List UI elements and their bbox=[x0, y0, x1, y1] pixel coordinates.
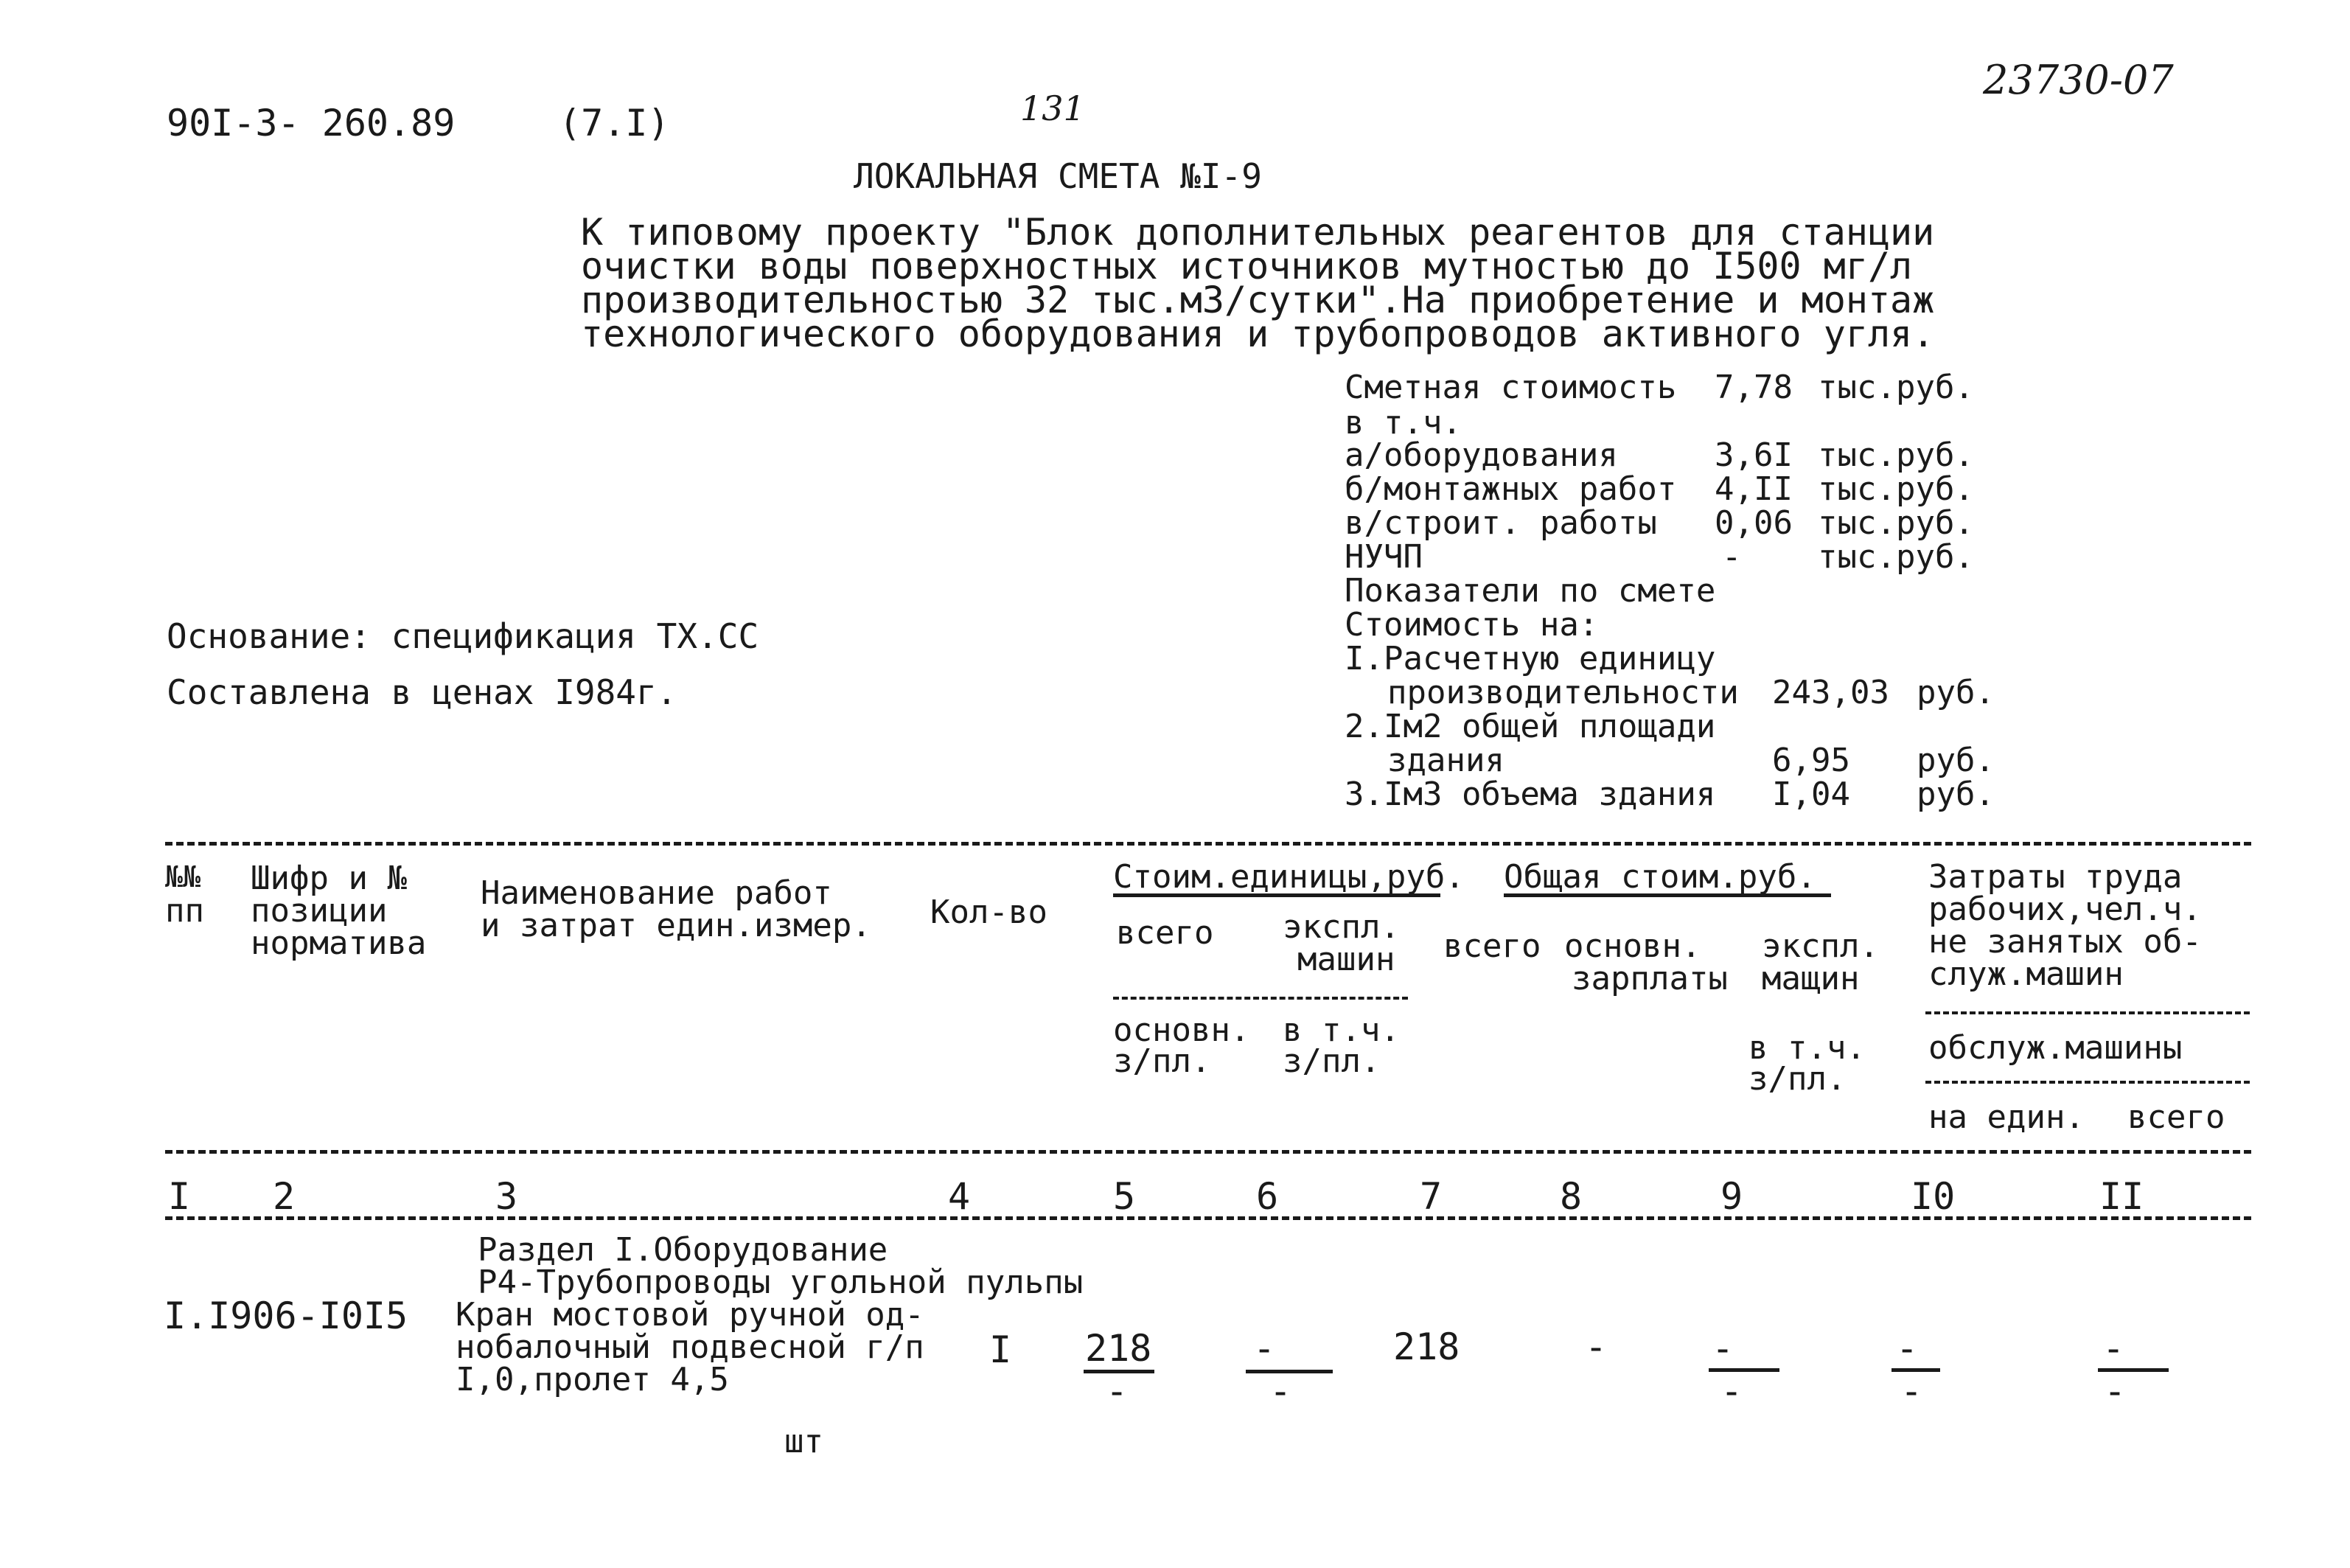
total-wages-header-line1: основн. bbox=[1564, 927, 1701, 965]
labor-header-line4: служ.машин bbox=[1928, 955, 2124, 993]
row-total-machines-rule bbox=[1709, 1368, 1779, 1372]
total-machines-header-line2: мащин bbox=[1762, 960, 1860, 997]
nuchp-label: НУЧП bbox=[1345, 538, 1423, 576]
unit-machines-header-line2: машин bbox=[1297, 941, 1395, 978]
installation-unit: тыс.руб. bbox=[1818, 470, 1974, 508]
document-code: 90I-3- 260.89 bbox=[167, 102, 456, 144]
price-basis-text: Составлена в ценах I984г. bbox=[167, 672, 677, 712]
description-line: К типовому проекту "Блок дополнительных реагентов для станции bbox=[581, 211, 1935, 254]
indicator-2-value: 6,95 bbox=[1772, 742, 1850, 779]
indicator-2-line1: 2.Iм2 общей площади bbox=[1345, 708, 1716, 745]
nuchp-unit: тыс.руб. bbox=[1818, 538, 1974, 576]
unit-machines-wages-header-line2: з/пл. bbox=[1283, 1042, 1381, 1080]
total-machines-wages-header-line2: з/пл. bbox=[1748, 1060, 1847, 1098]
col-4-header: Кол-во bbox=[930, 893, 1047, 931]
row-quantity: I bbox=[989, 1328, 1012, 1371]
total-wages-header-line2-text: зарплаты bbox=[1572, 960, 1728, 997]
row-unit: шт bbox=[784, 1423, 823, 1460]
row-name-line3: I,0,пролет 4,5 bbox=[456, 1361, 729, 1398]
row-unit-machines: - bbox=[1253, 1327, 1276, 1370]
col-1-header-line2: пп bbox=[165, 892, 204, 930]
indicator-3-unit: руб. bbox=[1917, 776, 1995, 813]
row-total: 218 bbox=[1393, 1325, 1460, 1368]
construction-label: в/строит. работы bbox=[1345, 504, 1657, 542]
column-number: 9 bbox=[1720, 1175, 1743, 1218]
labor-sub-rule-1 bbox=[1925, 1011, 2250, 1014]
column-number: I bbox=[168, 1175, 191, 1218]
row-labor-unit: - bbox=[1896, 1327, 1919, 1370]
row-unit-machines-wages: - bbox=[1269, 1370, 1292, 1412]
indicator-2-line2: здания bbox=[1387, 742, 1505, 779]
labor-service-header: обслуж.машины bbox=[1928, 1029, 2183, 1067]
labor-header-line2: рабочих,чел.ч. bbox=[1928, 891, 2202, 928]
indicator-1-value: 243,03 bbox=[1772, 674, 1889, 711]
section-title: Раздел I.Оборудование bbox=[478, 1231, 888, 1269]
column-number: 5 bbox=[1113, 1175, 1136, 1218]
construction-value: 0,06 bbox=[1715, 504, 1793, 542]
row-number-code: I.I906-I0I5 bbox=[164, 1295, 408, 1337]
col-3-header-line1: Наименование работ bbox=[481, 874, 832, 912]
total-machines-wages-header-line1: в т.ч. bbox=[1748, 1029, 1866, 1067]
labor-sub-rule-2 bbox=[1925, 1081, 2250, 1084]
table-header-bottom-rule bbox=[165, 1150, 2251, 1154]
total-cost-group-underline bbox=[1504, 893, 1831, 897]
row-total-machines-wages: - bbox=[1720, 1370, 1743, 1412]
total-total-header: всего bbox=[1443, 927, 1541, 965]
construction-unit: тыс.руб. bbox=[1818, 504, 1974, 542]
column-number: 4 bbox=[948, 1175, 971, 1218]
total-cost-group-header: Общая стоим.руб. bbox=[1504, 858, 1816, 896]
album-number: (7.I) bbox=[559, 102, 670, 144]
equipment-value: 3,6I bbox=[1715, 436, 1793, 474]
row-labor-unit-sub: - bbox=[1900, 1370, 1923, 1412]
installation-label: б/монтажных работ bbox=[1345, 470, 1677, 508]
col-3-header-line2: и затрат един.измер. bbox=[481, 907, 871, 944]
row-total-wages: - bbox=[1585, 1325, 1608, 1368]
estimated-cost-unit: тыс.руб. bbox=[1818, 369, 1974, 406]
col-2-header-line2: позиции bbox=[251, 892, 388, 930]
labor-header-line1: Затраты труда bbox=[1928, 858, 2183, 896]
labor-header-line3: не занятых об- bbox=[1928, 923, 2202, 961]
col-2-header-line3: норматива bbox=[251, 924, 427, 962]
column-number: 2 bbox=[273, 1175, 296, 1218]
row-labor-total: - bbox=[2102, 1327, 2125, 1370]
unit-cost-group-header: Стоим.единицы,руб. bbox=[1113, 858, 1465, 896]
basis-text: Основание: спецификация ТХ.СС bbox=[167, 616, 759, 656]
row-unit-wages: - bbox=[1106, 1370, 1129, 1412]
including-label: в т.ч. bbox=[1345, 404, 1462, 442]
unit-wages-header-line1: основн. bbox=[1113, 1011, 1250, 1049]
row-name-line1: Кран мостовой ручной од- bbox=[456, 1296, 924, 1334]
equipment-unit: тыс.руб. bbox=[1818, 436, 1974, 474]
labor-unit-header: на един. bbox=[1928, 1098, 2085, 1136]
column-number: 7 bbox=[1420, 1175, 1443, 1218]
indicator-1-line1: I.Расчетную единицу bbox=[1345, 640, 1716, 677]
col-2-header-line1: Шифр и № bbox=[251, 860, 407, 897]
unit-wages-header-line2: з/пл. bbox=[1113, 1042, 1211, 1080]
indicator-1-unit: руб. bbox=[1917, 674, 1995, 711]
col-1-header-line1: №№ bbox=[165, 860, 201, 894]
cost-on-label: Стоимость на: bbox=[1345, 606, 1599, 644]
column-number: I0 bbox=[1911, 1175, 1956, 1218]
column-number: 6 bbox=[1256, 1175, 1279, 1218]
column-number: 3 bbox=[495, 1175, 518, 1218]
estimated-cost-label: Сметная стоимость bbox=[1345, 369, 1677, 406]
archive-number: 23730-07 bbox=[1983, 57, 2174, 103]
table-top-rule bbox=[165, 842, 2251, 846]
description-line: технологического оборудования и трубопроводов активного угля. bbox=[581, 313, 1935, 355]
unit-total-header: всего bbox=[1116, 914, 1214, 952]
indicator-3-value: I,04 bbox=[1772, 776, 1850, 813]
indicator-3-line1: 3.Iм3 объема здания bbox=[1345, 776, 1716, 813]
indicator-2-unit: руб. bbox=[1917, 742, 1995, 779]
document-title: ЛОКАЛЬНАЯ СМЕТА №I-9 bbox=[854, 156, 1262, 196]
page-number: 131 bbox=[1020, 88, 1085, 128]
row-labor-total-sub: - bbox=[2104, 1370, 2127, 1412]
section-subtitle: Р4-Трубопроводы угольной пульпы bbox=[478, 1264, 1084, 1301]
total-machines-header-line1: экспл. bbox=[1762, 927, 1879, 965]
description-line: очистки воды поверхностных источников мутностью до I500 мг/л bbox=[581, 245, 1913, 288]
row-unit-total: 218 bbox=[1085, 1327, 1152, 1370]
installation-value: 4,II bbox=[1715, 470, 1793, 508]
unit-cost-sub-rule bbox=[1113, 997, 1408, 1000]
labor-total-header: всего bbox=[2127, 1098, 2225, 1136]
equipment-label: а/оборудования bbox=[1345, 436, 1618, 474]
column-number: II bbox=[2099, 1175, 2144, 1218]
unit-machines-header-line1: экспл. bbox=[1283, 908, 1400, 946]
column-number: 8 bbox=[1560, 1175, 1583, 1218]
row-total-machines: - bbox=[1712, 1327, 1734, 1370]
indicators-title: Показатели по смете bbox=[1345, 572, 1716, 610]
nuchp-value: - bbox=[1722, 538, 1742, 576]
estimated-cost-value: 7,78 bbox=[1715, 369, 1793, 406]
description-line: производительностью 32 тыс.м3/сутки".На приобретение и монтаж bbox=[581, 279, 1935, 321]
unit-cost-group-underline bbox=[1113, 893, 1440, 897]
indicator-1-line2: производительности bbox=[1387, 674, 1739, 711]
column-numbers-rule bbox=[165, 1216, 2251, 1220]
row-name-line2: нобалочный подвесной г/п bbox=[456, 1328, 924, 1366]
unit-machines-wages-header-line1: в т.ч. bbox=[1283, 1011, 1400, 1049]
total-wages-header-line2 bbox=[1564, 960, 1728, 997]
